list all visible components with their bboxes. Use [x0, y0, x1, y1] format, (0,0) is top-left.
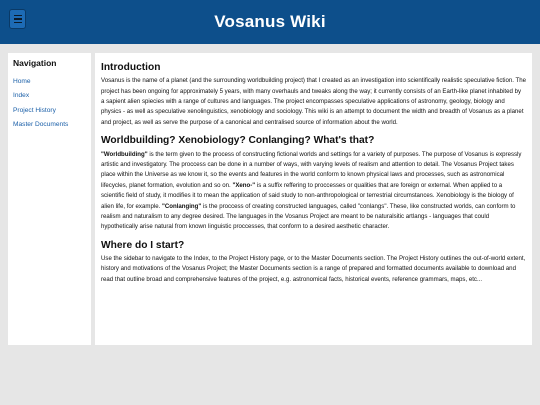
menu-bar-line: [14, 22, 22, 24]
site-header: [0, 0, 540, 44]
paragraph-text: is a suffix reffering to proccesses or qualities that are foreign or external. When applied to a scientific field of study, it modifies it to mean the application of said study to non-anthropological or terrestrial circumstances. Xenobiology is the biology of alien life, for example.: [101, 181, 514, 210]
section-heading: Worldbuilding? Xenobiology? Conlanging? What's that?: [101, 135, 375, 147]
paragraph-text: is the proccess of creating constructed languages, called "conlangs". These, like constructed worlds, can conform to realism and naturalism to any degree desired. The languages in the Vosanus Project are meant to be naturalsitic artlangs - languages that could hypothetically arise natural from known linguistic proccesses, that conform to a desired aesthetic character.: [101, 202, 516, 231]
site-title: Vosanus Wiki: [214, 12, 326, 31]
section-heading: Introduction: [101, 62, 161, 73]
hamburger-menu-icon[interactable]: [9, 9, 26, 29]
section-paragraph: Use the sidebar to navigate to the Index, to the Project History page, or to the Master Documents section. The Project History outlines the out-of-world extent, history and motivations of the Vosanus Project; the Master Documents section is a range of prepared and formatted documents available to download and read that outline broad and comprehensive features of the project, e.g. astronomical facts, historical events, reference grammars, maps, etc...: [101, 254, 526, 283]
term-xeno: "Xeno-": [232, 181, 256, 189]
sidebar-heading: Navigation: [13, 58, 57, 68]
term-conlanging: "Conlanging": [161, 202, 202, 210]
main-content: [95, 53, 532, 345]
paragraph-text: is the term given to the process of constructing fictional worlds and settings for a variety of purposes. The purpose of Vosanus is expressly artistic and investigatory. The proccess can be done in a number of ways, with varying levels of realism and attention to detail. The Vosanus Project takes place within the Universe as we know it, so the events and features in the world conform to known physical laws and processes, such as astronomical lifecycles, planet formation, evolution and so on.: [101, 150, 522, 189]
sidebar-item-project-history[interactable]: Project History: [13, 106, 56, 114]
menu-bar-line: [14, 18, 22, 20]
sidebar-navigation: [8, 53, 91, 345]
section-paragraph: [101, 150, 526, 233]
sidebar-item-home[interactable]: Home: [13, 78, 31, 85]
section-worldbuilding: [101, 135, 526, 232]
term-worldbuilding: "Worldbuilding": [101, 150, 148, 158]
section-where-to-start: [101, 240, 526, 285]
menu-bar-line: [14, 15, 22, 17]
sidebar-item-master-documents[interactable]: Master Documents: [13, 121, 69, 129]
sidebar-item-index[interactable]: Index: [13, 92, 30, 100]
section-introduction: [101, 62, 526, 128]
section-paragraph: Vosanus is the name of a planet (and the surrounding worldbuilding project) that I created as an investigation into scientifically realistic speculative fiction. The project has been ongoing for approximately 5 years, with many overhauls and tweaks along the way; it currently consists of an Earth-like planet inhabited by a sapient alien spiecies with a range of cultures and languages. The project encompasses speculative applications of astronomy, geology, biology and physics - as well as speculative xenolinguistics, xenobiology and sociology. This wiki is an attempt to document the width and breadth of Vosanus as a planet and project, as well as serve the purpose of a canonical and centralised source of information about the world.: [101, 77, 526, 126]
section-heading: Where do I start?: [101, 239, 185, 251]
